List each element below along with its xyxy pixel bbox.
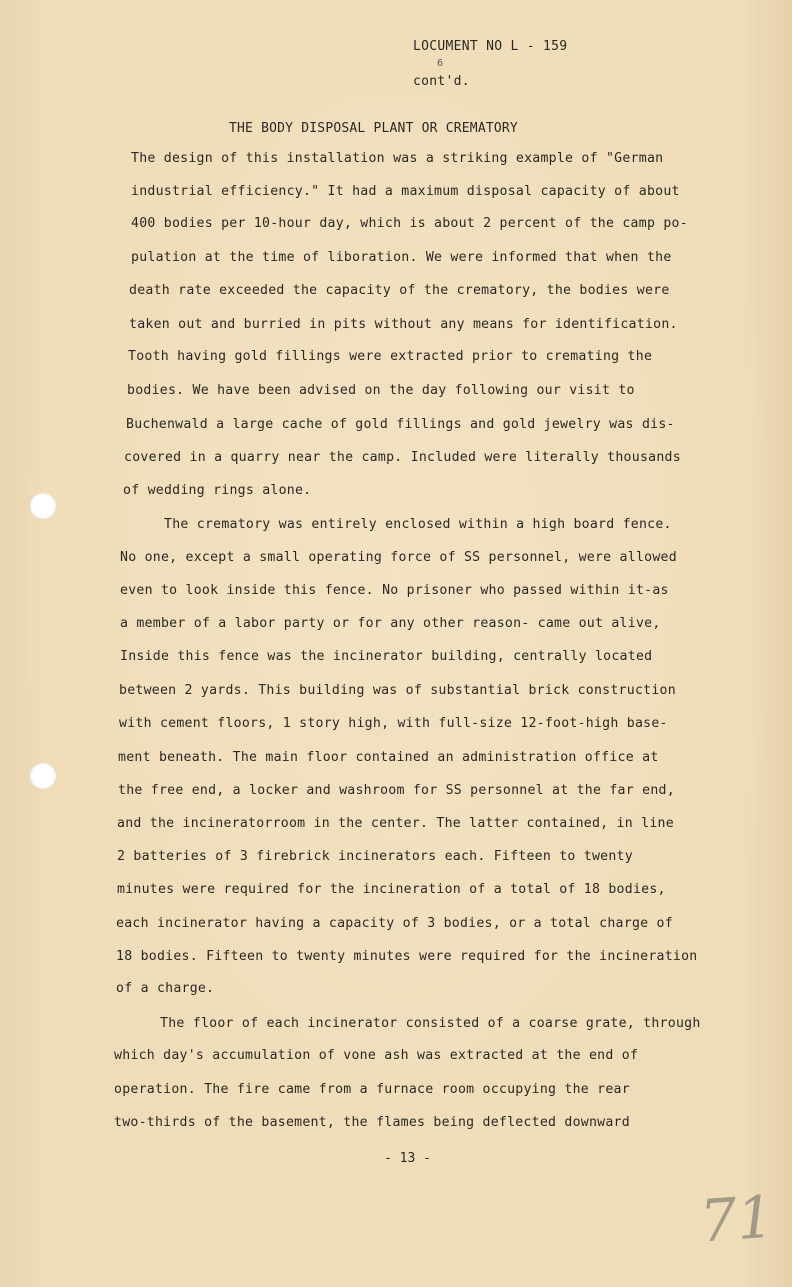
- body-line: 400 bodies per 10-hour day, which is about 2 percent of the camp po-: [131, 216, 688, 231]
- body-line: minutes were required for the incineration of a total of 18 bodies,: [117, 882, 666, 897]
- punch-hole-top: [30, 493, 56, 519]
- body-line: pulation at the time of liboration. We were informed that when the: [131, 250, 672, 265]
- body-line: two-thirds of the basement, the flames being deflected downward: [114, 1115, 630, 1130]
- body-line: No one, except a small operating force of SS personnel, were allowed: [120, 550, 677, 565]
- body-line: each incinerator having a capacity of 3 bodies, or a total charge of: [116, 916, 673, 931]
- body-line: which day's accumulation of vone ash was extracted at the end of: [114, 1048, 639, 1063]
- body-line: Inside this fence was the incinerator building, centrally located: [120, 649, 653, 664]
- document-number: LOCUMENT NO L - 159: [413, 39, 568, 54]
- body-line: operation. The fire came from a furnace room occupying the rear: [114, 1082, 630, 1097]
- page-number: - 13 -: [384, 1151, 431, 1166]
- body-line: covered in a quarry near the camp. Included were literally thousands: [124, 450, 681, 465]
- body-line: ment beneath. The main floor contained an administration office at: [118, 750, 659, 765]
- body-line: 2 batteries of 3 firebrick incinerators each. Fifteen to twenty: [117, 849, 633, 864]
- punch-hole-bottom: [30, 763, 56, 789]
- body-line: bodies. We have been advised on the day following our visit to: [127, 383, 635, 398]
- section-title: THE BODY DISPOSAL PLANT OR CREMATORY: [229, 121, 518, 136]
- body-line: the free end, a locker and washroom for SS personnel at the far end,: [118, 783, 675, 798]
- body-line: between 2 yards. This building was of substantial brick construction: [119, 683, 676, 698]
- body-line: Buchenwald a large cache of gold fillings and gold jewelry was dis-: [126, 417, 675, 432]
- body-line: with cement floors, 1 story high, with full-size 12-foot-high base-: [119, 716, 668, 731]
- body-line: of a charge.: [116, 981, 215, 996]
- body-line: The design of this installation was a striking example of "German: [131, 151, 664, 166]
- body-line: 18 bodies. Fifteen to twenty minutes were required for the incineration: [116, 949, 698, 964]
- handwritten-folio-number: 71: [697, 1182, 777, 1256]
- body-line: The crematory was entirely enclosed within a high board fence.: [164, 517, 672, 532]
- body-line: The floor of each incinerator consisted of a coarse grate, through: [160, 1016, 701, 1031]
- body-line: of wedding rings alone.: [123, 483, 312, 498]
- body-line: death rate exceeded the capacity of the crematory, the bodies were: [129, 283, 670, 298]
- body-line: even to look inside this fence. No prisoner who passed within it-as: [120, 583, 669, 598]
- body-line: a member of a labor party or for any other reason- came out alive,: [120, 616, 661, 631]
- document-mark: 6: [437, 58, 444, 69]
- continued-label: cont'd.: [413, 74, 470, 89]
- body-line: industrial efficiency." It had a maximum disposal capacity of about: [131, 184, 680, 199]
- body-line: Tooth having gold fillings were extracted prior to cremating the: [128, 349, 653, 364]
- body-line: taken out and burried in pits without any means for identification.: [129, 317, 678, 332]
- body-line: and the incineratorroom in the center. The latter contained, in line: [117, 816, 674, 831]
